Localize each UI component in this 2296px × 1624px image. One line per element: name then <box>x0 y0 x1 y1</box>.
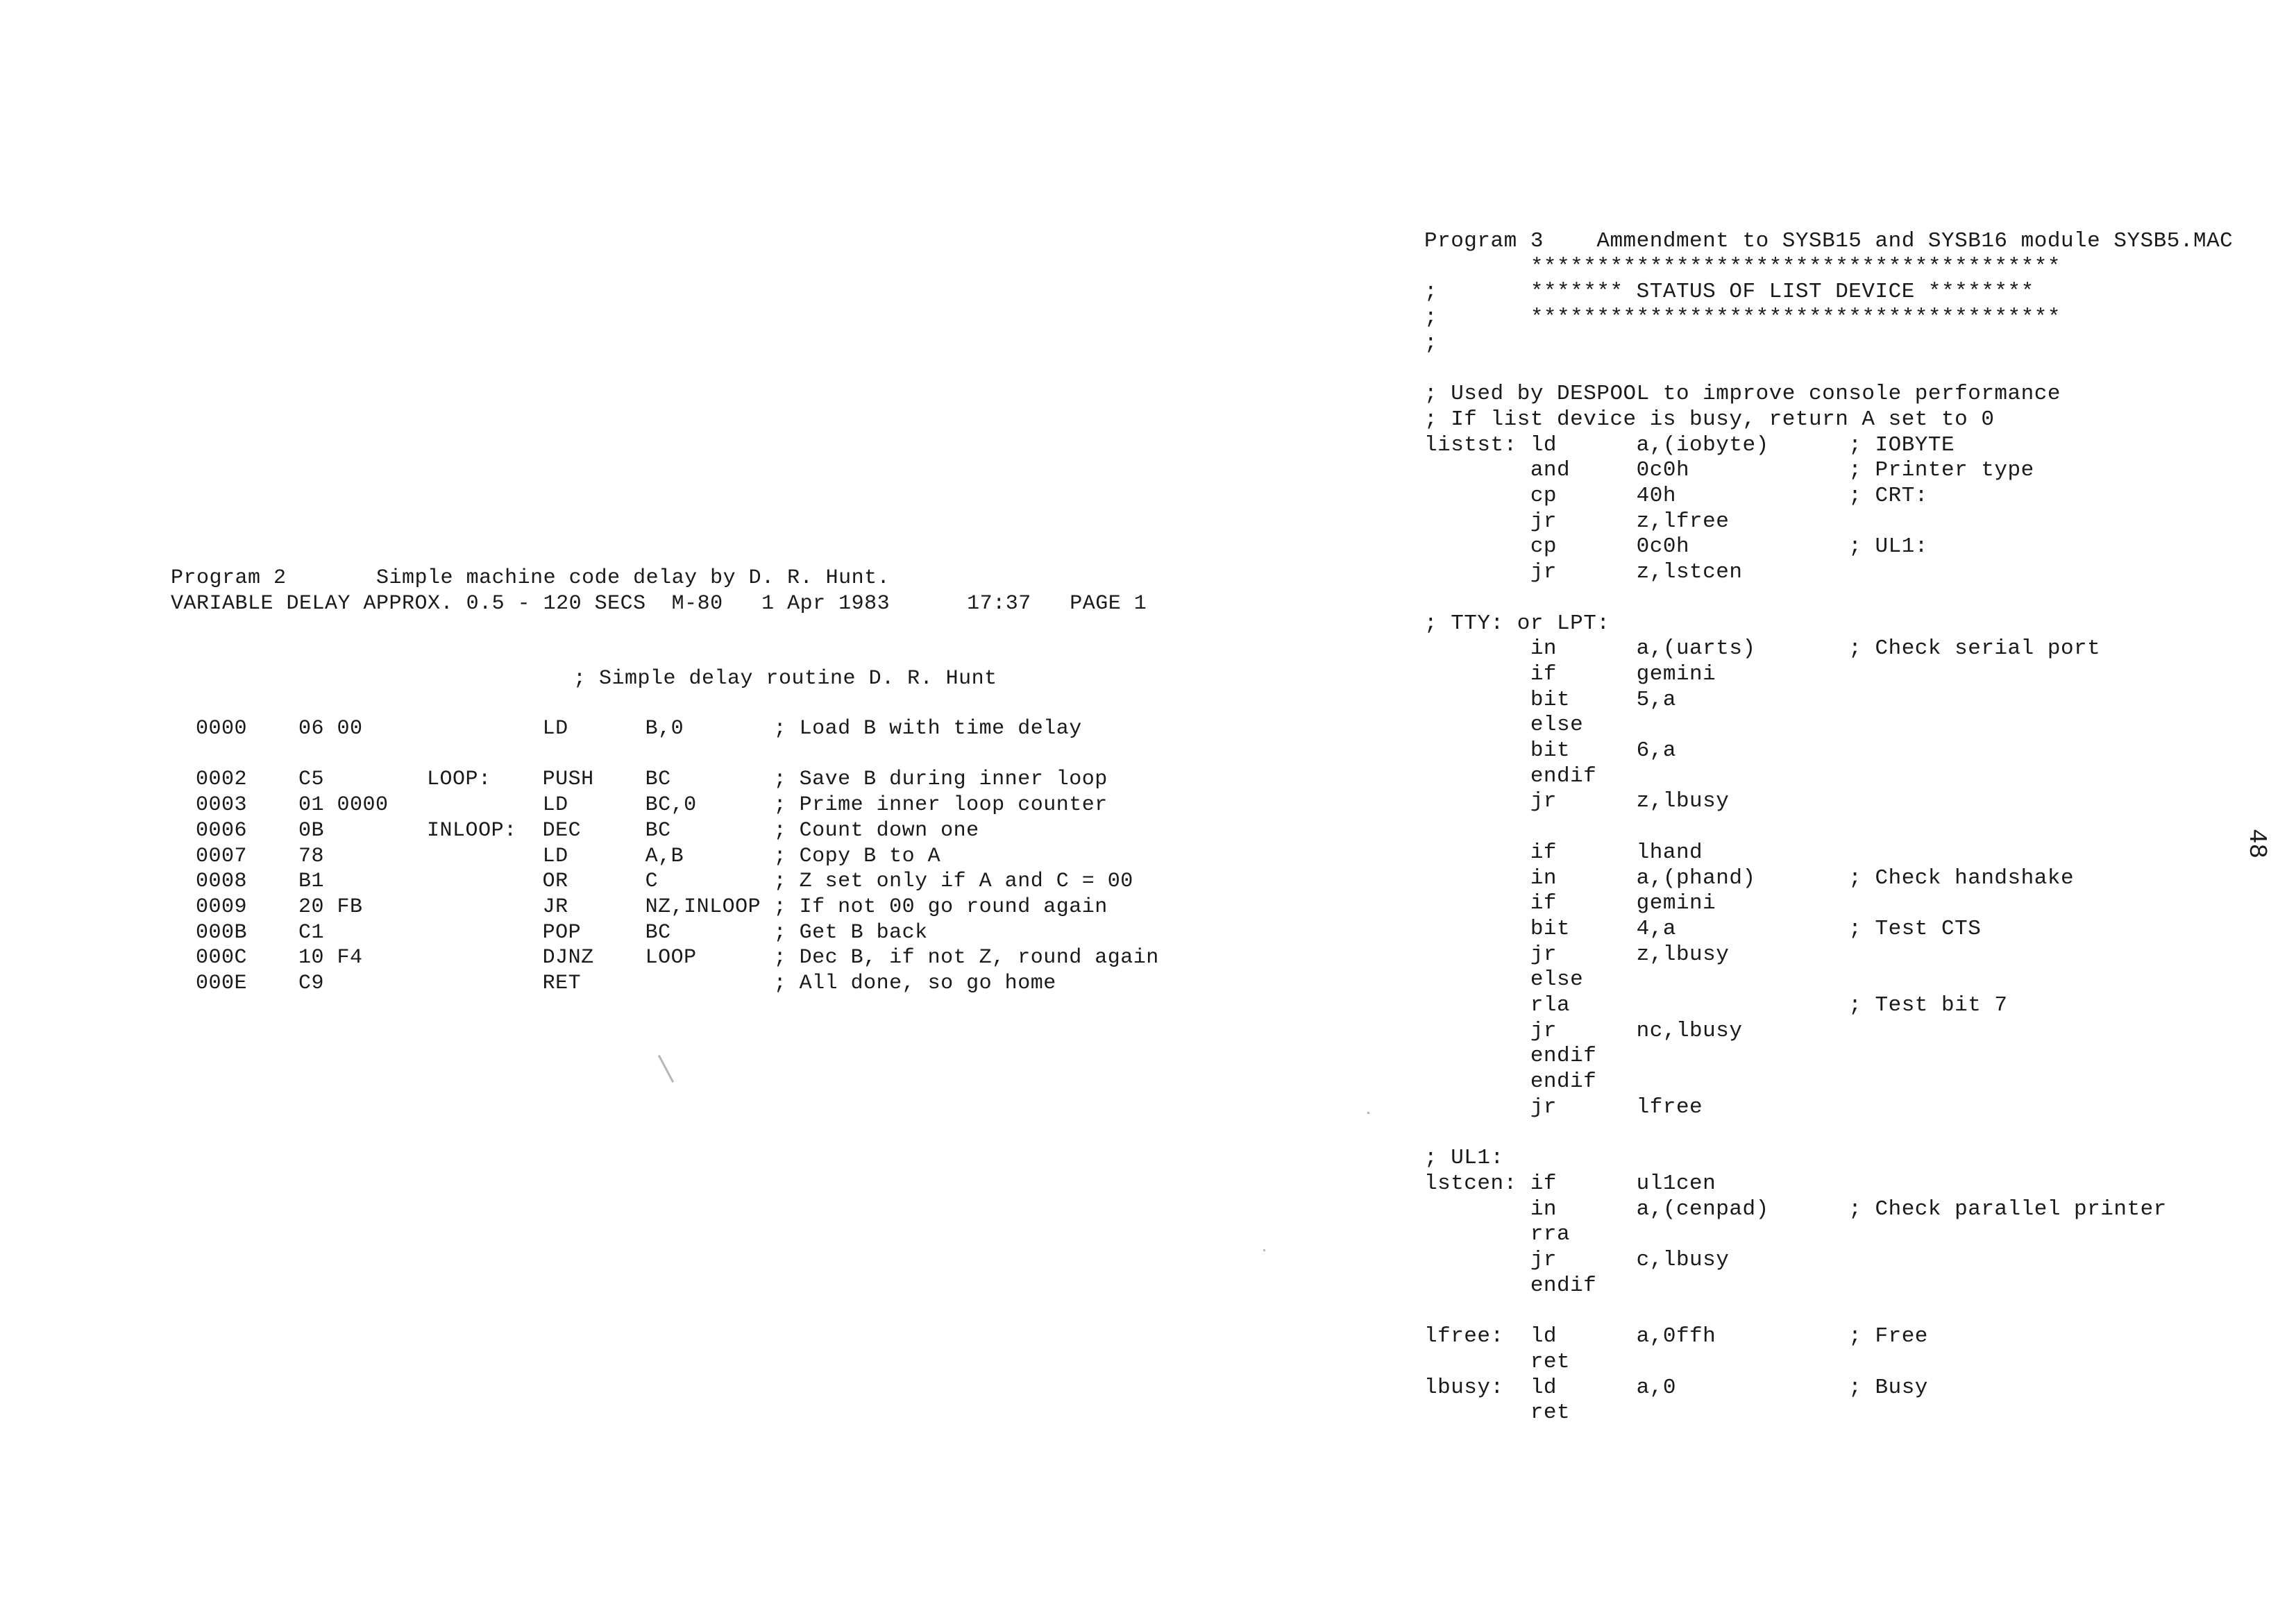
program3-listing-line: bit 4,a ; Test CTS <box>1424 916 1982 941</box>
program3-listing-line: if lhand <box>1424 840 1703 865</box>
program3-listing-line: lstcen: if ul1cen <box>1424 1171 1716 1196</box>
program2-listing-line: 000B C1 POP BC ; Get B back <box>196 920 928 945</box>
program2-listing-line: 0008 B1 OR C ; Z set only if A and C = 00 <box>196 870 1133 894</box>
program2-listing-line: 0002 C5 LOOP: PUSH BC ; Save B during inner loop <box>196 768 1108 792</box>
program3-listing-line: Program 3 Ammendment to SYSB15 and SYSB16 module SYSB5.MAC <box>1424 229 2234 253</box>
program3-listing-line: in a,(uarts) ; Check serial port <box>1424 636 2101 661</box>
program3-listing-line: bit 6,a <box>1424 738 1676 763</box>
program2-header-comment: ; Simple delay routine D. R. Hunt <box>573 667 997 691</box>
program3-listing-line: ; **************************************** <box>1424 305 2061 330</box>
program3-listing-line: and 0c0h ; Printer type <box>1424 458 2034 483</box>
program3-listing-line: endif <box>1424 1044 1597 1069</box>
program2-listing-line: 0003 01 0000 LD BC,0 ; Prime inner loop counter <box>196 793 1108 818</box>
program3-listing-line: **************************************** <box>1424 254 2061 279</box>
program2-listing-line: 0007 78 LD A,B ; Copy B to A <box>196 844 941 868</box>
program2-listing-line: 000E C9 RET ; All done, so go home <box>196 972 1056 995</box>
program3-listing-line: ; TTY: or LPT: <box>1424 611 1610 636</box>
program3-listing-line: ; <box>1424 330 1438 355</box>
scan-mark <box>1263 1249 1265 1251</box>
program3-listing-line: endif <box>1424 763 1597 788</box>
program3-listing-line: lfree: ld a,0ffh ; Free <box>1424 1324 1928 1349</box>
program3-listing-line: else <box>1424 713 1584 738</box>
program3-listing-line: jr c,lbusy <box>1424 1248 1730 1272</box>
program3-listing-line: cp 0c0h ; UL1: <box>1424 534 1928 559</box>
program3-listing-line: cp 40h ; CRT: <box>1424 484 1928 508</box>
program3-listing-line: jr nc,lbusy <box>1424 1018 1743 1043</box>
program3-listing-line: if gemini <box>1424 891 1716 916</box>
program3-listing-line: ; Used by DESPOOL to improve console performance <box>1424 382 2061 407</box>
program3-listing-line: endif <box>1424 1273 1597 1298</box>
program3-listing-line: ; If list device is busy, return A set to 0 <box>1424 407 1995 432</box>
program3-listing-line: else <box>1424 967 1584 992</box>
program3-listing-line: jr lfree <box>1424 1094 1703 1119</box>
program3-listing-line: ret <box>1424 1349 1571 1374</box>
program3-listing-line: if gemini <box>1424 661 1716 686</box>
program3-listing-line: in a,(cenpad) ; Check parallel printer <box>1424 1196 2167 1221</box>
scan-mark <box>658 1055 674 1083</box>
program3-listing-line: ret <box>1424 1401 1571 1426</box>
program3-listing-line: lbusy: ld a,0 ; Busy <box>1424 1375 1928 1400</box>
program2-title: Program 2 Simple machine code delay by D. R. Hunt. <box>171 566 890 590</box>
program3-listing-line: listst: ld a,(iobyte) ; IOBYTE <box>1424 432 1955 457</box>
program3-listing-line: ; UL1: <box>1424 1146 1504 1171</box>
program3-listing-line: jr z,lfree <box>1424 509 1730 534</box>
program3-listing-line: in a,(phand) ; Check handshake <box>1424 865 2075 890</box>
program3-listing-line: jr z,lbusy <box>1424 789 1730 814</box>
program3-listing-line: bit 5,a <box>1424 687 1676 712</box>
program2-listing-line: 0006 0B INLOOP: DEC BC ; Count down one <box>196 818 979 843</box>
program3-listing-line: endif <box>1424 1069 1597 1094</box>
program2-listing-line: 000C 10 F4 DJNZ LOOP ; Dec B, if not Z, round again <box>196 946 1159 970</box>
program3-listing-line: rla ; Test bit 7 <box>1424 993 2008 1017</box>
program2-subtitle: VARIABLE DELAY APPROX. 0.5 - 120 SECS M-80 1 Apr 1983 17:37 PAGE 1 <box>171 592 1147 616</box>
program2-listing-line: 0000 06 00 LD B,0 ; Load B with time delay <box>196 717 1082 741</box>
program3-listing-line: ; ******* STATUS OF LIST DEVICE ******** <box>1424 280 2034 305</box>
scan-mark <box>1367 1112 1369 1114</box>
program3-listing-line: jr z,lbusy <box>1424 942 1730 967</box>
program3-listing-line: rra <box>1424 1222 1571 1247</box>
program3-listing-line: jr z,lstcen <box>1424 560 1743 585</box>
program2-listing-line: 0009 20 FB JR NZ,INLOOP ; If not 00 go round again <box>196 895 1108 919</box>
page-number: 48 <box>2243 828 2272 859</box>
